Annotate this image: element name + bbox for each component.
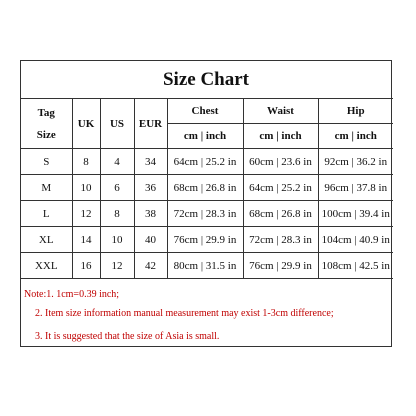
waist-header: Waist [243, 99, 318, 124]
header-row [21, 99, 393, 124]
tag-size-header [21, 99, 72, 149]
hip-cell: 96cm | 37.8 in [318, 175, 393, 201]
tag-cell: XL [21, 227, 72, 253]
chest-unit: cm | inch [167, 124, 243, 149]
note-2: 2. Item size information manual measurement may exist 1-3cm difference; [35, 308, 334, 319]
us-cell: 6 [100, 175, 134, 201]
eur-header: EUR [134, 99, 167, 149]
chest-header: Chest [167, 99, 243, 124]
chest-cell: 76cm | 29.9 in [167, 227, 243, 253]
tag-cell: M [21, 175, 72, 201]
size-row-xl [21, 227, 393, 253]
waist-cell: 72cm | 28.3 in [243, 227, 318, 253]
chest-cell: 80cm | 31.5 in [167, 253, 243, 279]
eur-cell: 38 [134, 201, 167, 227]
hip-cell: 108cm | 42.5 in [318, 253, 393, 279]
hip-unit: cm | inch [318, 124, 393, 149]
tag-size-header-line1: Tag [37, 106, 55, 119]
us-header: US [100, 99, 134, 149]
uk-cell: 12 [72, 201, 100, 227]
uk-cell: 16 [72, 253, 100, 279]
note-3: 3. It is suggested that the size of Asia is small. [35, 331, 220, 342]
waist-cell: 60cm | 23.6 in [243, 149, 318, 175]
tag-cell: L [21, 201, 72, 227]
eur-cell: 34 [134, 149, 167, 175]
chest-cell: 64cm | 25.2 in [167, 149, 243, 175]
us-cell: 4 [100, 149, 134, 175]
chart-title: Size Chart [21, 61, 391, 99]
tag-cell: S [21, 149, 72, 175]
uk-header: UK [72, 99, 100, 149]
eur-cell: 42 [134, 253, 167, 279]
waist-cell: 68cm | 26.8 in [243, 201, 318, 227]
note-1: Note:1. 1cm=0.39 inch; [24, 289, 120, 300]
size-table [21, 98, 393, 279]
hip-cell: 92cm | 36.2 in [318, 149, 393, 175]
size-chart-frame [20, 60, 392, 347]
tag-cell: XXL [21, 253, 72, 279]
hip-cell: 100cm | 39.4 in [318, 201, 393, 227]
hip-header: Hip [318, 99, 393, 124]
eur-cell: 40 [134, 227, 167, 253]
tag-size-header-line2: Size [36, 128, 56, 141]
waist-unit: cm | inch [243, 124, 318, 149]
uk-cell: 10 [72, 175, 100, 201]
us-cell: 12 [100, 253, 134, 279]
eur-cell: 36 [134, 175, 167, 201]
size-row-l [21, 201, 393, 227]
waist-cell: 76cm | 29.9 in [243, 253, 318, 279]
uk-cell: 8 [72, 149, 100, 175]
waist-cell: 64cm | 25.2 in [243, 175, 318, 201]
size-row-m [21, 175, 393, 201]
uk-cell: 14 [72, 227, 100, 253]
size-row-xxl [21, 253, 393, 279]
size-row-s [21, 149, 393, 175]
hip-cell: 104cm | 40.9 in [318, 227, 393, 253]
chest-cell: 72cm | 28.3 in [167, 201, 243, 227]
us-cell: 8 [100, 201, 134, 227]
chest-cell: 68cm | 26.8 in [167, 175, 243, 201]
us-cell: 10 [100, 227, 134, 253]
